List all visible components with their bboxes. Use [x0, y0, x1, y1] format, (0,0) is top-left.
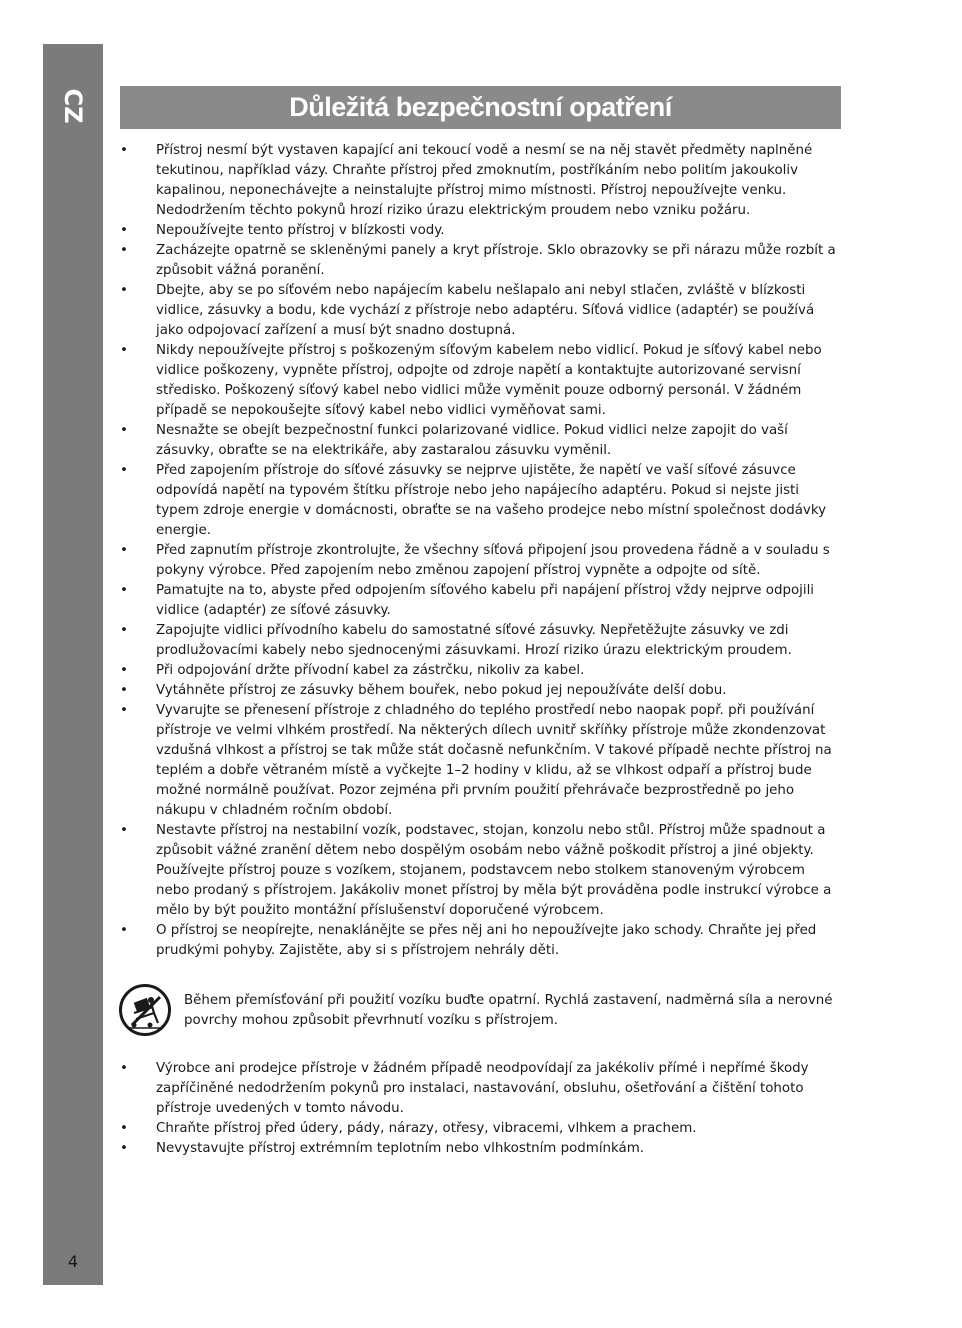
- cart-tip-over-icon: [118, 983, 172, 1037]
- list-item: • O přístroj se neopírejte, nenaklánějte se přes něj ani ho nepoužívejte jako schody. Chraňte jej před prudkými pohyby. Zajistěte, aby si s přístrojem nehrály děti.: [118, 921, 840, 961]
- list-item: • Přístroj nesmí být vystaven kapající ani tekoucí vodě a nesmí se na něj stavět předměty naplněné tekutinou, například vázy. Chraňte přístroj před zmoknutím, postříkáním nebo politím jakoukoliv kapalinou, neponechávejte a neinstalujte přístroj mimo místnosti. Přístroj nepoužívejte venku. Nedodržením těchto pokynů hrozí riziko úrazu elektrickým proudem nebo vzniku požáru.: [118, 141, 840, 221]
- list-item: • Pamatujte na to, abyste před odpojením síťového kabelu při napájení přístroj vždy nejprve odpojili vidlice (adaptér) ze síťové zásuvky.: [118, 581, 840, 621]
- list-item: • Vytáhněte přístroj ze zásuvky během bouřek, nebo pokud jej nepoužíváte delší dobu.: [118, 681, 840, 701]
- safety-list-bottom: [118, 1059, 840, 1159]
- list-item: • Před zapojením přístroje do síťové zásuvky se nejprve ujistěte, že napětí ve vaší síťové zásuvce odpovídá napětí na typovém štítku přístroje nebo jeho napájecího adaptéru. Pokud si nejste jisti typem zdroje energie v domácnosti, obraťte se na vašeho prodejce nebo místní společnost dodávky energie.: [118, 461, 840, 541]
- list-item: • Při odpojování držte přívodní kabel za zástrčku, nikoliv za kabel.: [118, 661, 840, 681]
- list-item: • Nesnažte se obejít bezpečnostní funkci polarizované vidlice. Pokud vidlici nelze zapojit do vaší zásuvky, obraťte se na elektrikáře, aby zastaralou zásuvku vyměnil.: [118, 421, 840, 461]
- page-number: 4: [67, 1252, 79, 1271]
- list-item: • Nevystavujte přístroj extrémním teplotním nebo vlhkostním podmínkám.: [118, 1139, 840, 1159]
- cart-warning: [118, 983, 840, 1037]
- list-item: • Před zapnutím přístroje zkontrolujte, že všechny síťová připojení jsou provedena řádně a v souladu s pokyny výrobce. Před zapojením nebo změnou zapojení přístroj vypněte a odpojte od sítě.: [118, 541, 840, 581]
- list-item: • Nikdy nepoužívejte přístroj s poškozeným síťovým kabelem nebo vidlicí. Pokud je síťový kabel nebo vidlice poškozeny, vypněte přístroj, odpojte od zdroje napětí a kontaktujte autorizované servisní středisko. Poškozený síťový kabel nebo vidlici může vyměnit pouze odborný personál. V žádném případě se nepokoušejte síťový kabel nebo vidlici vyměňovat sami.: [118, 341, 840, 421]
- list-item: • Zacházejte opatrně se skleněnými panely a kryt přístroje. Sklo obrazovky se při nárazu může rozbít a způsobit vážná poranění.: [118, 241, 840, 281]
- list-item: • Nepoužívejte tento přístroj v blízkosti vody.: [118, 221, 840, 241]
- list-item: • Dbejte, aby se po síťovém nebo napájecím kabelu nešlapalo ani nebyl stlačen, zvláště v blízkosti vidlice, zásuvky a bodu, kde vychází z přístroje nebo adaptéru. Síťová vidlice (adaptér) se používá jako odpojovací zařízení a musí být snadno dostupná.: [118, 281, 840, 341]
- list-item: • Nestavte přístroj na nestabilní vozík, podstavec, stojan, konzolu nebo stůl. Přístroj může spadnout a způsobit vážné zranění dětem nebo dospělým osobám nebo vážně poškodit přístroj a jiné objekty. Používejte přístroj pouze s vozíkem, stojanem, podstavcem nebo stolkem stanoveným výrobcem nebo prodaný s přístrojem. Jakákoliv monet přístroj by měla být prováděna podle instrukcí výrobce a mělo by být použito montážní příslušenství doporučené výrobcem.: [118, 821, 840, 921]
- safety-content: [118, 141, 840, 1159]
- page-title: Důležitá bezpečnostní opatření: [289, 92, 672, 122]
- title-bar: [120, 86, 841, 129]
- list-item: • Chraňte přístroj před údery, pády, nárazy, otřesy, vibracemi, vlhkem a prachem.: [118, 1119, 840, 1139]
- safety-list-top: [118, 141, 840, 961]
- list-item: • Vyvarujte se přenesení přístroje z chladného do teplého prostředí nebo naopak popř. při používání přístroje ve velmi vlhkém prostředí. Na některých dílech uvnitř skříňky přístroje může zkondenzovat vzdušná vlhkost a přístroj se tak může stát dočasně nefunkčním. V takové případě nechte přístroj na teplém a dobře větraném místě a vyčkejte 1–2 hodiny v klidu, až se vlhkost odpaří a přístroj bude možné normálně používat. Pozor zejména při prvním použití přehrávače bezprostředně po jeho nákupu v chladném ročním období.: [118, 701, 840, 821]
- language-label: CZ: [59, 88, 87, 124]
- list-item: • Zapojujte vidlici přívodního kabelu do samostatné síťové zásuvky. Nepřetěžujte zásuvky ve zdi prodlužovacími kabely nebo sjednocenými zásuvkami. Hrozí riziko úrazu elektrickým proudem.: [118, 621, 840, 661]
- list-item: • Výrobce ani prodejce přístroje v žádném případě neodpovídají za jakékoliv přímé i nepřímé škody zapříčiněné nedodržením pokynů pro instalaci, nastavování, obsluhu, ošetřování a čištění tohoto přístroje uvedených v tomto návodu.: [118, 1059, 840, 1119]
- warning-text: Během přemísťování při použití vozíku buďte opatrní. Rychlá zastavení, nadměrná síla a nerovné povrchy mohou způsobit převrhnutí vozíku s přístrojem.: [184, 993, 833, 1028]
- side-bar: [43, 44, 103, 1285]
